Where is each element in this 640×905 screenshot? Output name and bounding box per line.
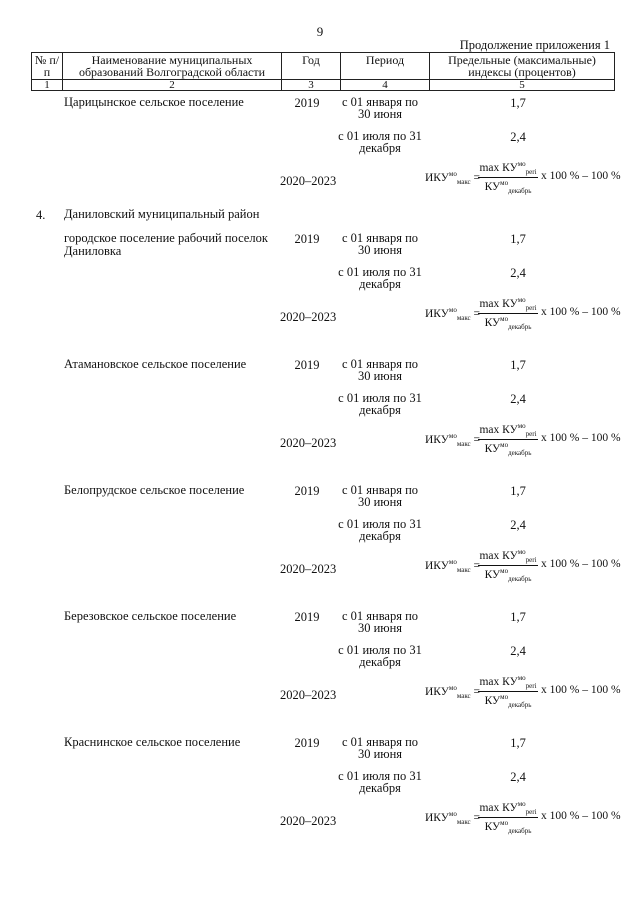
period-first-half: с 01 января по 30 июня (341, 735, 419, 761)
period-first-half: с 01 января по 30 июня (341, 357, 419, 383)
index-formula (425, 296, 621, 346)
municipality-name: Белопрудское сельское поселение (64, 483, 245, 497)
header-col-period: Период (341, 53, 430, 80)
municipality-name: городское поселение рабочий поселок Даниловка (64, 231, 268, 258)
index-formula (425, 160, 621, 210)
page-number: 9 (316, 24, 324, 39)
formula-fraction (478, 296, 538, 331)
municipality-name: Атамановское сельское поселение (64, 357, 247, 371)
formula-lhs: $ИКУ^{мо}_{макс}$ = (425, 170, 481, 187)
year-2019: 2019 (294, 358, 320, 372)
index-formula (425, 674, 621, 724)
year-2019: 2019 (294, 484, 320, 498)
table-header (31, 52, 615, 91)
formula-rhs: x 100 % – 100 % (541, 810, 621, 822)
formula-numerator: $\max КУ^{мо}_{peri}$ (479, 674, 537, 691)
formula-numerator: $\max КУ^{мо}_{peri}$ (479, 800, 537, 817)
formula-denominator: $КУ^{мо}_{декабрь}$ (484, 819, 532, 836)
formula-denominator: $КУ^{мо}_{декабрь}$ (484, 315, 532, 332)
formula-denominator: $КУ^{мо}_{декабрь}$ (484, 693, 532, 710)
header-col-index: Предельные (максимальные) индексы (процентов) (430, 53, 615, 80)
municipality-name: Даниловский муниципальный район (64, 207, 260, 221)
index-value-first-half: 1,7 (510, 484, 526, 498)
year-2019: 2019 (294, 736, 320, 750)
formula-denominator: $КУ^{мо}_{декабрь}$ (484, 567, 532, 584)
header-num-2: 2 (63, 80, 282, 91)
formula-rhs: x 100 % – 100 % (541, 558, 621, 570)
year-range: 2020–2023 (280, 814, 337, 828)
period-second-half: с 01 июля по 31 декабря (338, 265, 422, 291)
formula-lhs: $ИКУ^{мо}_{макс}$ = (425, 306, 481, 323)
formula-lhs: $ИКУ^{мо}_{макс}$ = (425, 432, 481, 449)
header-col-year: Год (282, 53, 341, 80)
continuation-label: Продолжение приложения 1 (459, 38, 610, 52)
municipality-name: Царицынское сельское поселение (64, 95, 244, 109)
year-2019: 2019 (294, 610, 320, 624)
period-first-half: с 01 января по 30 июня (341, 95, 419, 121)
formula-lhs: $ИКУ^{мо}_{макс}$ = (425, 684, 481, 701)
header-col-name: Наименование муниципальных образований Волгоградской области (63, 53, 282, 80)
formula-rhs: x 100 % – 100 % (541, 432, 621, 444)
municipality-name: Березовское сельское поселение (64, 609, 237, 623)
row-number: 4. (36, 208, 46, 222)
header-num-1: 1 (32, 80, 63, 91)
index-value-first-half: 1,7 (510, 358, 526, 372)
year-range: 2020–2023 (280, 436, 337, 450)
year-range: 2020–2023 (280, 310, 337, 324)
index-value-second-half: 2,4 (510, 770, 526, 784)
formula-denominator: $КУ^{мо}_{декабрь}$ (484, 441, 532, 458)
year-2019: 2019 (294, 96, 320, 110)
formula-numerator: $\max КУ^{мо}_{peri}$ (479, 422, 537, 439)
period-first-half: с 01 января по 30 июня (341, 483, 419, 509)
formula-numerator: $\max КУ^{мо}_{peri}$ (479, 548, 537, 565)
formula-lhs: $ИКУ^{мо}_{макс}$ = (425, 558, 481, 575)
formula-rhs: x 100 % – 100 % (541, 170, 621, 182)
formula-rhs: x 100 % – 100 % (541, 306, 621, 318)
formula-lhs: $ИКУ^{мо}_{макс}$ = (425, 810, 481, 827)
formula-rhs: x 100 % – 100 % (541, 684, 621, 696)
index-value-first-half: 1,7 (510, 96, 526, 110)
header-num-3: 3 (282, 80, 341, 91)
index-formula (425, 800, 621, 850)
period-second-half: с 01 июля по 31 декабря (338, 129, 422, 155)
index-formula (425, 422, 621, 472)
index-value-first-half: 1,7 (510, 232, 526, 246)
index-formula (425, 548, 621, 598)
index-value-second-half: 2,4 (510, 130, 526, 144)
year-range: 2020–2023 (280, 688, 337, 702)
header-num-5: 5 (430, 80, 615, 91)
formula-fraction (478, 674, 538, 709)
period-first-half: с 01 января по 30 июня (341, 609, 419, 635)
formula-fraction (478, 800, 538, 835)
formula-numerator: $\max КУ^{мо}_{peri}$ (479, 160, 537, 177)
formula-numerator: $\max КУ^{мо}_{peri}$ (479, 296, 537, 313)
formula-fraction (478, 548, 538, 583)
header-num-4: 4 (341, 80, 430, 91)
index-value-second-half: 2,4 (510, 644, 526, 658)
period-second-half: с 01 июля по 31 декабря (338, 769, 422, 795)
index-value-second-half: 2,4 (510, 266, 526, 280)
index-value-first-half: 1,7 (510, 736, 526, 750)
index-value-first-half: 1,7 (510, 610, 526, 624)
index-value-second-half: 2,4 (510, 518, 526, 532)
index-value-second-half: 2,4 (510, 392, 526, 406)
period-second-half: с 01 июля по 31 декабря (338, 517, 422, 543)
period-second-half: с 01 июля по 31 декабря (338, 391, 422, 417)
year-2019: 2019 (294, 232, 320, 246)
period-first-half: с 01 января по 30 июня (341, 231, 419, 257)
period-second-half: с 01 июля по 31 декабря (338, 643, 422, 669)
municipality-name: Краснинское сельское поселение (64, 735, 241, 749)
year-range: 2020–2023 (280, 562, 337, 576)
header-col-number: № п/п (32, 53, 63, 80)
formula-fraction (478, 160, 538, 195)
formula-fraction (478, 422, 538, 457)
formula-denominator: $КУ^{мо}_{декабрь}$ (484, 179, 532, 196)
year-range: 2020–2023 (280, 174, 337, 188)
